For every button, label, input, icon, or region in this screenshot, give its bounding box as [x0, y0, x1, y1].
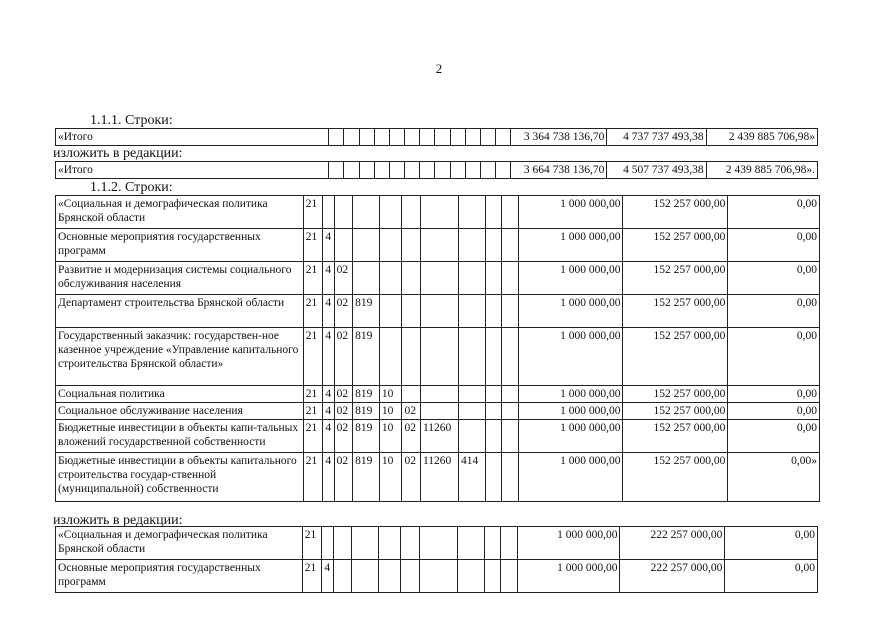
code-cell — [420, 328, 458, 386]
code-cell — [459, 403, 486, 420]
code-cell — [459, 386, 486, 403]
value-cell: 1 000 000,00 — [518, 403, 623, 420]
code-cell — [402, 196, 421, 229]
code-cell — [401, 527, 420, 560]
code-cell — [379, 295, 402, 328]
code-cell: 4 — [322, 560, 333, 593]
code-cell: 10 — [379, 403, 402, 420]
totals-table-old — [55, 128, 818, 146]
row-name: «Итого — [56, 162, 329, 179]
value-cell: 0,00 — [728, 420, 820, 453]
code-cell — [419, 527, 457, 560]
value-cell: 222 257 000,00 — [620, 527, 725, 560]
code-cell — [402, 386, 421, 403]
code-cell — [352, 527, 379, 560]
value-cell: 152 257 000,00 — [623, 453, 728, 502]
code-cell: 414 — [459, 453, 486, 502]
code-cell: 21 — [303, 403, 323, 420]
code-cell — [379, 196, 402, 229]
row-name: Развитие и модернизация системы социального обслуживания населения — [56, 262, 304, 295]
value-cell: 2 439 885 706,98» — [706, 129, 817, 146]
value-cell: 1 000 000,00 — [518, 453, 623, 502]
code-cell — [459, 196, 486, 229]
code-cell: 10 — [379, 420, 402, 453]
code-cell — [419, 560, 457, 593]
code-cell: 21 — [303, 196, 323, 229]
empty-cell — [502, 453, 518, 502]
table-row — [56, 453, 820, 502]
code-cell: 21 — [303, 420, 323, 453]
value-cell: 3 664 738 136,70 — [511, 162, 607, 179]
code-cell: 819 — [353, 420, 380, 453]
code-cell: 4 — [323, 403, 334, 420]
budget-table-old — [55, 195, 820, 502]
table-row — [56, 560, 818, 593]
code-cell: 02 — [402, 403, 421, 420]
value-cell: 2 439 885 706,98». — [706, 162, 817, 179]
code-cell: 02 — [334, 403, 353, 420]
row-name: «Итого — [56, 129, 329, 146]
code-cell: 11260 — [420, 453, 458, 502]
value-cell: 152 257 000,00 — [623, 262, 728, 295]
value-cell: 0,00 — [728, 229, 820, 262]
table-row — [56, 386, 820, 403]
code-cell: 21 — [303, 262, 323, 295]
empty-cell — [485, 295, 501, 328]
row-name: Основные мероприятия государственных программ — [56, 229, 304, 262]
empty-cell — [502, 295, 518, 328]
code-cell: 4 — [323, 453, 334, 502]
code-cell: 02 — [334, 328, 353, 386]
code-cell: 02 — [334, 453, 353, 502]
table-row — [56, 328, 820, 386]
replace-label: изложить в редакции: — [53, 146, 183, 161]
code-cell — [379, 229, 402, 262]
code-cell: 21 — [303, 229, 323, 262]
code-cell — [459, 262, 486, 295]
table-row — [56, 229, 820, 262]
table-row — [56, 196, 820, 229]
code-cell — [458, 560, 485, 593]
empty-cell — [501, 527, 517, 560]
row-name: «Социальная и демографическая политика Брянской области — [56, 196, 304, 229]
row-name: «Социальная и демографическая политика Брянской области — [56, 527, 303, 560]
value-cell: 1 000 000,00 — [518, 295, 623, 328]
section-heading-1-1-2: 1.1.2. Строки: — [90, 180, 173, 195]
empty-cell — [484, 527, 500, 560]
code-cell — [401, 560, 420, 593]
table-row — [56, 162, 818, 179]
budget-table-new — [55, 526, 818, 593]
code-cell: 4 — [323, 386, 334, 403]
table-row — [56, 129, 818, 146]
code-cell: 819 — [353, 453, 380, 502]
value-cell: 1 000 000,00 — [518, 420, 623, 453]
code-cell: 4 — [323, 295, 334, 328]
code-cell: 819 — [353, 403, 380, 420]
empty-cell — [485, 229, 501, 262]
table-row — [56, 420, 820, 453]
code-cell: 11260 — [420, 420, 458, 453]
code-cell — [352, 560, 379, 593]
table-row — [56, 295, 820, 328]
code-cell — [378, 527, 401, 560]
code-cell: 819 — [353, 328, 380, 386]
code-cell — [379, 262, 402, 295]
empty-cell — [502, 420, 518, 453]
empty-cell — [502, 328, 518, 386]
value-cell: 0,00 — [725, 560, 818, 593]
row-name: Департамент строительства Брянской области — [56, 295, 304, 328]
value-cell: 0,00» — [728, 453, 820, 502]
code-cell — [420, 403, 458, 420]
code-cell — [402, 328, 421, 386]
code-cell — [322, 527, 333, 560]
code-cell: 02 — [334, 420, 353, 453]
code-cell: 21 — [302, 527, 322, 560]
value-cell: 1 000 000,00 — [518, 229, 623, 262]
value-cell: 1 000 000,00 — [517, 560, 620, 593]
value-cell: 152 257 000,00 — [623, 403, 728, 420]
code-cell — [334, 229, 353, 262]
empty-cell — [485, 403, 501, 420]
code-cell — [459, 295, 486, 328]
empty-cell — [502, 262, 518, 295]
code-cell: 02 — [402, 420, 421, 453]
empty-cell — [501, 560, 517, 593]
code-cell — [459, 420, 486, 453]
code-cell: 21 — [303, 295, 323, 328]
empty-cell — [485, 386, 501, 403]
value-cell: 222 257 000,00 — [620, 560, 725, 593]
value-cell: 0,00 — [725, 527, 818, 560]
row-name: Основные мероприятия государственных программ — [56, 560, 303, 593]
row-name: Социальная политика — [56, 386, 304, 403]
code-cell: 21 — [302, 560, 322, 593]
code-cell: 02 — [334, 386, 353, 403]
value-cell: 152 257 000,00 — [623, 328, 728, 386]
value-cell: 0,00 — [728, 196, 820, 229]
code-cell — [379, 328, 402, 386]
empty-cell — [502, 386, 518, 403]
code-cell: 4 — [323, 328, 334, 386]
code-cell: 21 — [303, 328, 323, 386]
code-cell — [402, 229, 421, 262]
table-row — [56, 403, 820, 420]
code-cell — [459, 328, 486, 386]
value-cell: 1 000 000,00 — [518, 262, 623, 295]
code-cell — [334, 196, 353, 229]
value-cell: 0,00 — [728, 328, 820, 386]
code-cell — [420, 262, 458, 295]
row-name: Бюджетные инвестиции в объекты капи-тальных вложений государственной собственности — [56, 420, 304, 453]
empty-cell — [502, 196, 518, 229]
code-cell — [353, 262, 380, 295]
value-cell: 152 257 000,00 — [623, 196, 728, 229]
code-cell: 4 — [323, 420, 334, 453]
totals-table-new — [55, 161, 818, 179]
code-cell: 21 — [303, 453, 323, 502]
empty-cell — [502, 403, 518, 420]
table-row — [56, 262, 820, 295]
value-cell: 152 257 000,00 — [623, 229, 728, 262]
page-number: 2 — [435, 61, 443, 76]
code-cell: 02 — [402, 453, 421, 502]
section-heading-1-1-1: 1.1.1. Строки: — [90, 113, 173, 128]
code-cell — [402, 295, 421, 328]
table-row — [56, 527, 818, 560]
code-cell — [353, 229, 380, 262]
value-cell: 0,00 — [728, 295, 820, 328]
empty-cell — [485, 262, 501, 295]
code-cell: 10 — [379, 453, 402, 502]
code-cell — [420, 295, 458, 328]
code-cell — [458, 527, 485, 560]
row-name: Государственный заказчик: государствен-ное казенное учреждение «Управление капитального строительства Брянской области» — [56, 328, 304, 386]
code-cell — [420, 196, 458, 229]
code-cell — [420, 386, 458, 403]
code-cell: 819 — [353, 295, 380, 328]
empty-cell — [485, 453, 501, 502]
empty-cell — [485, 196, 501, 229]
code-cell — [333, 560, 352, 593]
empty-cell — [502, 229, 518, 262]
value-cell: 152 257 000,00 — [623, 295, 728, 328]
code-cell: 10 — [379, 386, 402, 403]
value-cell: 0,00 — [728, 386, 820, 403]
row-name: Социальное обслуживание населения — [56, 403, 304, 420]
value-cell: 1 000 000,00 — [518, 196, 623, 229]
value-cell: 3 364 738 136,70 — [511, 129, 607, 146]
value-cell: 0,00 — [728, 403, 820, 420]
empty-cell — [485, 328, 501, 386]
value-cell: 0,00 — [728, 262, 820, 295]
code-cell: 4 — [323, 262, 334, 295]
value-cell: 152 257 000,00 — [623, 420, 728, 453]
code-cell: 02 — [334, 295, 353, 328]
code-cell — [323, 196, 334, 229]
replace-label: изложить в редакции: — [53, 513, 183, 528]
value-cell: 4 507 737 493,38 — [607, 162, 706, 179]
code-cell — [420, 229, 458, 262]
value-cell: 152 257 000,00 — [623, 386, 728, 403]
code-cell — [402, 262, 421, 295]
empty-cell — [485, 420, 501, 453]
value-cell: 1 000 000,00 — [517, 527, 620, 560]
code-cell: 819 — [353, 386, 380, 403]
code-cell — [333, 527, 352, 560]
empty-cell — [484, 560, 500, 593]
code-cell: 4 — [323, 229, 334, 262]
code-cell — [378, 560, 401, 593]
value-cell: 1 000 000,00 — [518, 328, 623, 386]
code-cell: 21 — [303, 386, 323, 403]
code-cell — [353, 196, 380, 229]
code-cell: 02 — [334, 262, 353, 295]
value-cell: 4 737 737 493,38 — [607, 129, 706, 146]
row-name: Бюджетные инвестиции в объекты капитального строительства государ-ственной (муниципальной) собственности — [56, 453, 304, 502]
value-cell: 1 000 000,00 — [518, 386, 623, 403]
code-cell — [459, 229, 486, 262]
